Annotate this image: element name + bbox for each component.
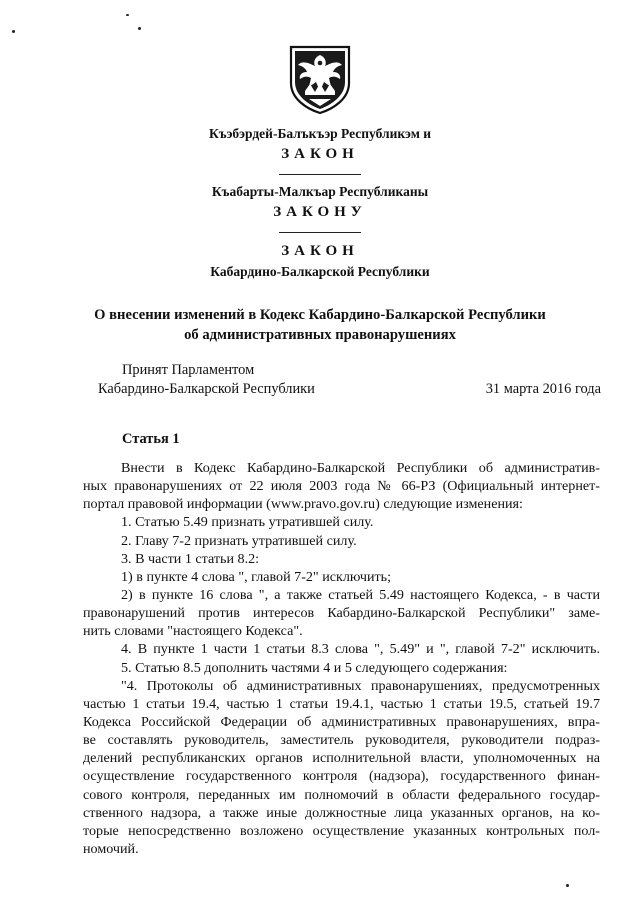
body-line: номочий. xyxy=(83,840,139,857)
body-line: осуществление государственного контроля (надзора), государственного финан- xyxy=(83,768,600,785)
body-line: Внести в Кодекс Кабардино-Балкарской Республики об административ- xyxy=(121,460,600,476)
article-heading: Статья 1 xyxy=(122,431,180,447)
body-line: 1. Статью 5.49 признать утратившей силу. xyxy=(121,514,374,531)
body-line: 2) в пункте 16 слова ", а также статьей 5.49 настоящего Кодекса, - в части xyxy=(121,586,600,603)
body-line: портал правовой информации (www.pravo.gov.ru) следующие изменения: xyxy=(83,496,523,513)
law-heading-kabardian: ЗАКОН xyxy=(281,146,359,162)
body-line: ных правонарушениях от 22 июля 2003 года № 66-РЗ (Официальный интернет- xyxy=(83,478,600,495)
republic-name-russian: Кабардино-Балкарской Республики xyxy=(210,264,430,279)
body-line: сового контроля, переданных им полномочий в области федерального государ- xyxy=(83,786,600,803)
republic-name-balkar: Къабарты-Малкъар Республиканы xyxy=(211,184,429,199)
article-body xyxy=(83,459,600,858)
body-line: 4. В пункте 1 части 1 статьи 8.3 слова ", 5.49" и ", главой 7-2" исключить. xyxy=(121,641,600,658)
divider xyxy=(279,232,361,233)
body-line: делений республиканских органов исполнительной власти, уполномоченных на xyxy=(83,750,600,767)
body-line: 2. Главу 7-2 признать утратившей силу. xyxy=(121,532,357,549)
scan-speck xyxy=(126,14,129,16)
document-title-line: О внесении изменений в Кодекс Кабардино-Балкарской Республики xyxy=(94,307,546,323)
body-line: правонарушений против интересов Кабардино-Балкарской Республики" заме- xyxy=(83,605,600,622)
adopted-by-label: Принят Парламентом xyxy=(122,362,255,378)
body-line: торые непосредственно возложено осуществление указанных контрольных пол- xyxy=(83,822,600,839)
body-line: 5. Статью 8.5 дополнить частями 4 и 5 следующего содержания: xyxy=(121,659,508,676)
body-line: Кодекса Российской Федерации об административных правонарушениях, впра- xyxy=(83,713,600,730)
scan-speck xyxy=(566,884,569,887)
adopted-by-body: Кабардино-Балкарской Республики xyxy=(98,381,315,397)
body-line: нить словами "настоящего Кодекса". xyxy=(83,623,303,640)
republic-name-kabardian: Къэбэрдей-Балъкъэр Республикэм и xyxy=(208,126,432,141)
body-line: 1) в пункте 4 слова ", главой 7-2" исключить; xyxy=(121,568,392,585)
law-heading-russian: ЗАКОН xyxy=(281,243,359,259)
body-line: ственного надзора, а также иные должностные лица указанных органов, на ко- xyxy=(83,804,600,821)
scan-speck xyxy=(138,27,141,30)
coat-of-arms-emblem xyxy=(287,43,353,115)
adoption-date: 31 марта 2016 года xyxy=(485,381,601,397)
body-line: ве составлять руководитель, заместитель руководителя, руководители подраз- xyxy=(83,732,600,749)
law-heading-balkar: ЗАКОНУ xyxy=(273,204,367,220)
divider xyxy=(279,174,361,175)
body-line: частью 1 статьи 19.4, частью 1 статьи 19.4.1, частью 1 статьи 19.5, статьей 19.7 xyxy=(83,695,600,712)
scan-speck xyxy=(12,30,15,33)
adoption-block xyxy=(98,361,315,399)
document-title-line: об административных правонарушениях xyxy=(184,327,456,343)
body-line: 3. В части 1 статьи 8.2: xyxy=(121,550,260,567)
body-line: "4. Протоколы об административных правонарушениях, предусмотренных xyxy=(121,677,600,694)
